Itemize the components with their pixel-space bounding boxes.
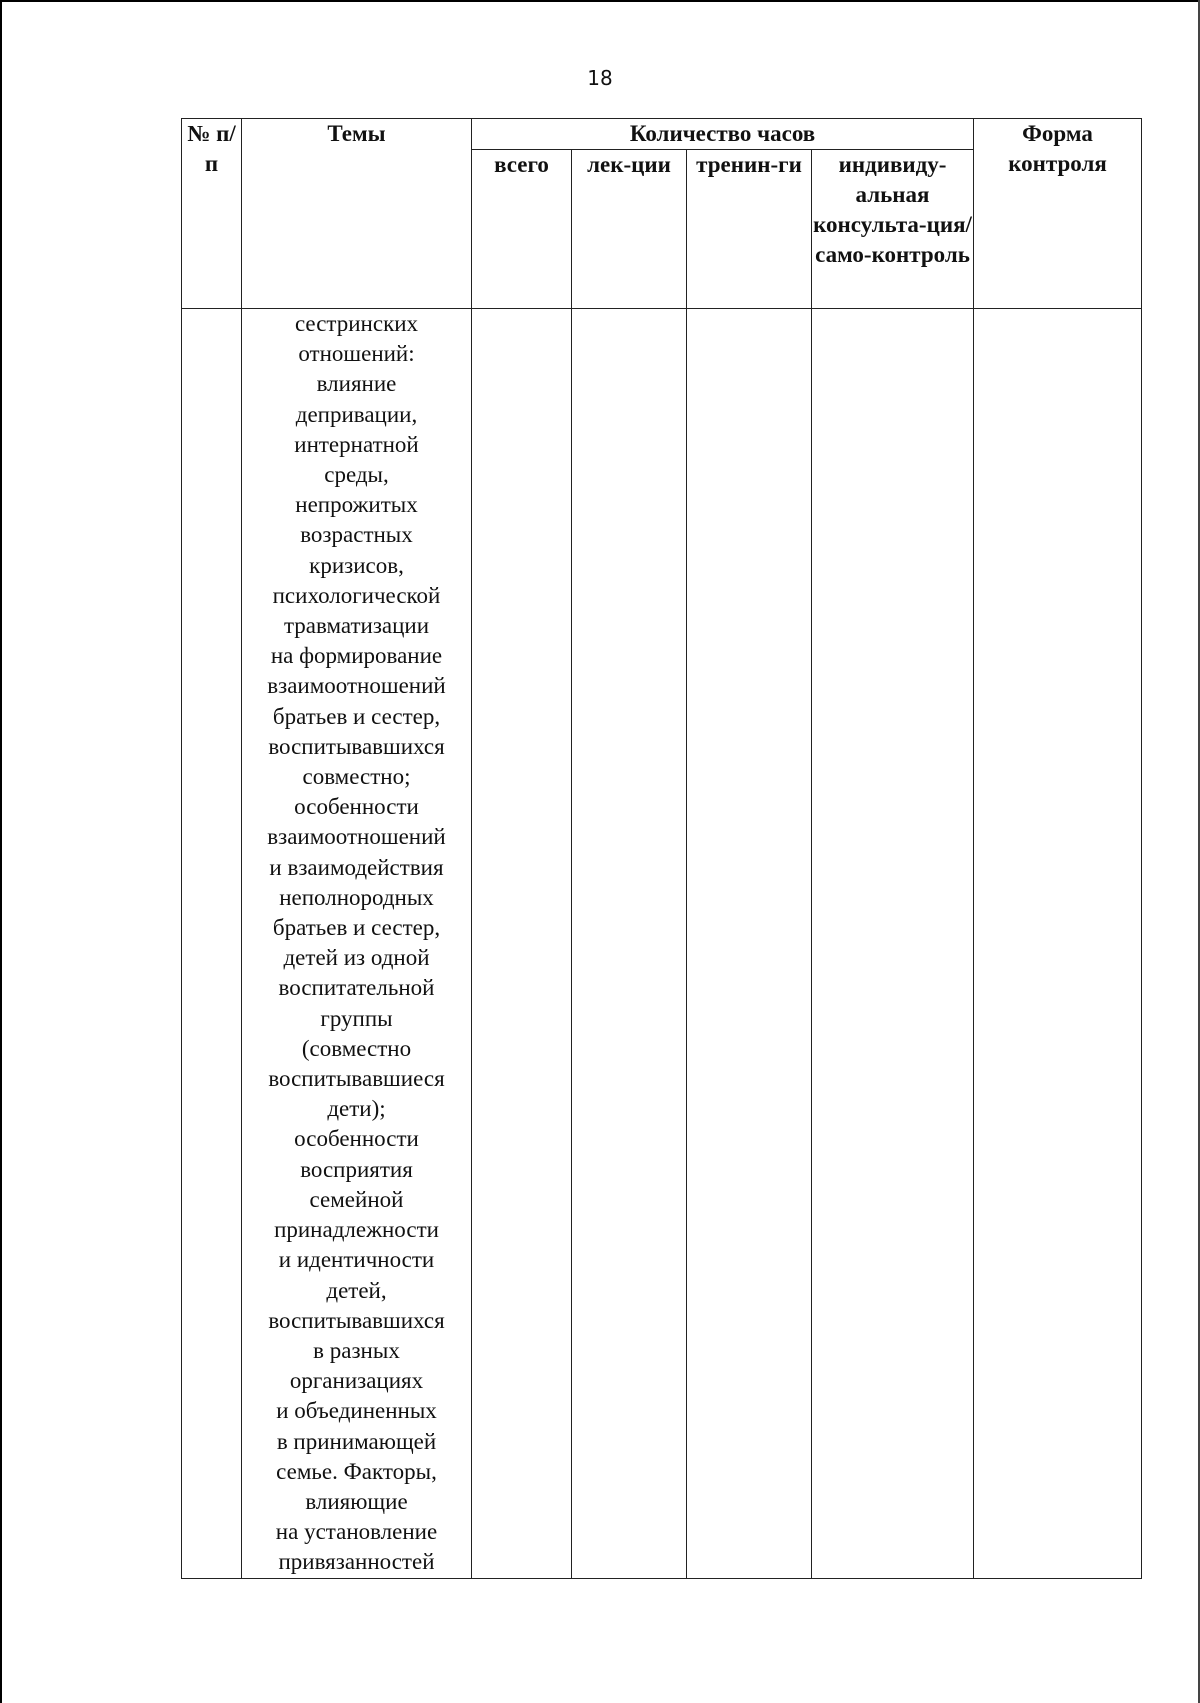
topic-line: травматизации — [283, 613, 430, 639]
scan-border-left — [0, 0, 2, 1703]
header-total: всего — [472, 150, 572, 309]
cell-num — [182, 309, 242, 1579]
cell-lectures — [572, 309, 687, 1579]
topic-line: взаимоотношений — [267, 824, 446, 850]
topic-line: кризисов, — [309, 552, 404, 578]
cell-topic — [242, 309, 472, 1579]
topic-line: (совместно — [301, 1035, 412, 1061]
topic-line: на формирование — [270, 643, 443, 669]
table-row — [182, 309, 1142, 1579]
topic-line: воспитывавшиеся — [268, 1066, 445, 1092]
topic-line: на установление — [275, 1519, 438, 1545]
topic-line: организациях — [289, 1368, 424, 1394]
topic-line: особенности — [294, 794, 419, 820]
topic-line: отношений: — [298, 341, 415, 367]
header-hours-group: Количество часов — [472, 119, 974, 150]
header-num: № п/п — [182, 119, 242, 309]
header-trainings: тренин-ги — [687, 150, 812, 309]
topic-line: воспитательной — [278, 975, 435, 1001]
topic-line: воспитывавшихся — [268, 1307, 445, 1333]
topic-line: неполнородных — [279, 884, 434, 910]
scan-border-top — [0, 0, 1200, 2]
topic-line: возрастных — [300, 522, 413, 548]
topic-line: семейной — [309, 1186, 404, 1212]
topic-line: непрожитых — [295, 492, 418, 518]
cell-trainings — [687, 309, 812, 1579]
cell-individual — [812, 309, 974, 1579]
header-control-form: Форма контроля — [974, 119, 1142, 309]
topic-line: воспитывавшихся — [268, 733, 445, 759]
topic-line: привязанностей — [278, 1549, 435, 1575]
hours-table — [181, 118, 1142, 1579]
page-number: 18 — [587, 66, 613, 90]
topic-line: в разных — [313, 1337, 400, 1363]
topic-line: сестринских — [294, 311, 419, 336]
topic-line: влияние — [316, 371, 397, 397]
topic-line: среды, — [324, 462, 389, 488]
topic-line: особенности — [294, 1126, 419, 1152]
header-individual: индивиду-альная консульта-ция/само-контроль — [812, 150, 974, 309]
topic-line: восприятия — [300, 1156, 413, 1182]
cell-total — [472, 309, 572, 1579]
topic-line: дети); — [327, 1096, 386, 1122]
topic-line: и объединенных — [276, 1398, 437, 1424]
topic-line: интернатной — [294, 431, 419, 457]
topic-line: и взаимодействия — [269, 854, 444, 880]
topic-line: влияющие — [305, 1488, 408, 1514]
topic-line: детей, — [326, 1277, 387, 1303]
topic-line: психологической — [272, 582, 441, 608]
topic-line: депривации, — [295, 401, 418, 427]
topic-line: братьев и сестер, — [272, 703, 441, 729]
topic-line: принадлежности — [274, 1217, 439, 1243]
topic-line: совместно; — [302, 764, 411, 790]
topic-line: братьев и сестер, — [272, 915, 441, 941]
topic-line: взаимоотношений — [267, 673, 446, 699]
topic-line: группы — [320, 1005, 393, 1031]
topic-line: семье. Факторы, — [276, 1458, 437, 1484]
header-lectures: лек-ции — [572, 150, 687, 309]
topic-line: в принимающей — [276, 1428, 437, 1454]
cell-control-form — [974, 309, 1142, 1579]
header-topics: Темы — [242, 119, 472, 309]
topic-line: и идентичности — [278, 1247, 435, 1273]
topic-line: детей из одной — [283, 945, 430, 971]
